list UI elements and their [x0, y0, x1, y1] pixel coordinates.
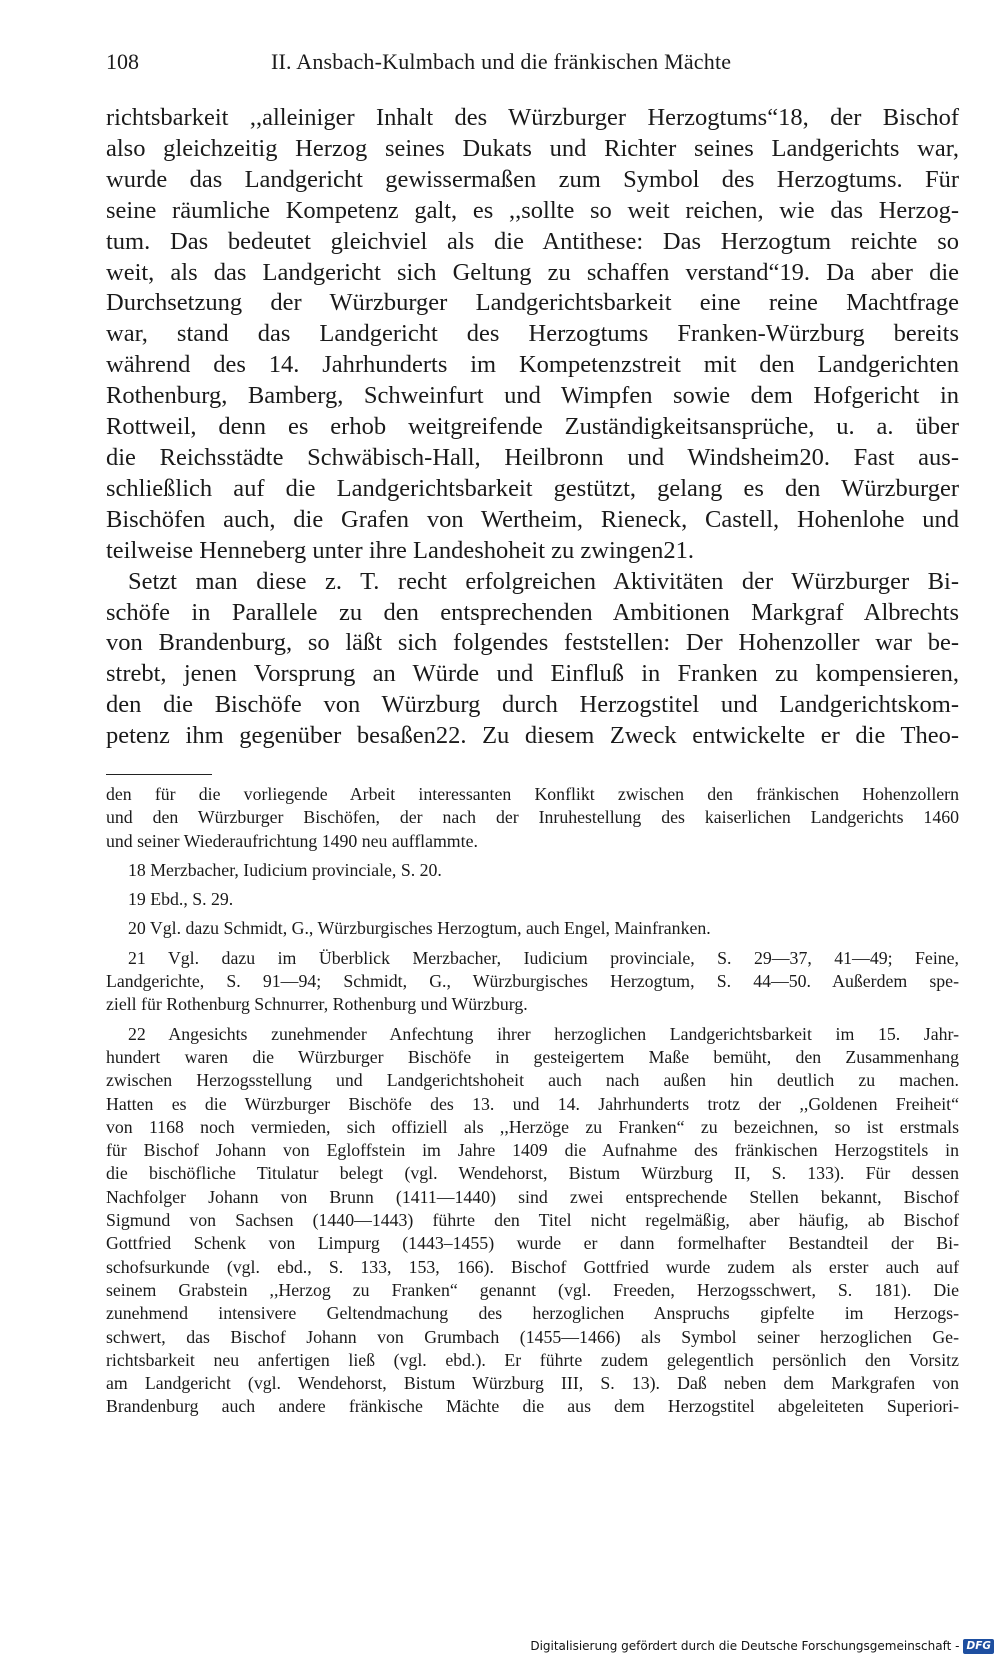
- text-line: während des 14. Jahrhunderts im Kompetenzstreit mit den Landgerichten: [106, 351, 959, 379]
- footnote-line: von 1168 noch vermieden, sich offiziell als ,,Herzöge zu Franken“ zu bezeichnen, so ist erstmals: [106, 1116, 959, 1137]
- text-line: schöfe in Parallele zu den entsprechenden Ambitionen Markgraf Albrechts: [106, 598, 959, 626]
- footnote-line: Gottfried Schenk von Limpurg (1443–1455) wurde er dann formelhafter Bestandteil der Bi-: [106, 1233, 959, 1254]
- text-line: schließlich auf die Landgerichtsbarkeit gestützt, gelang es den Würzburger: [106, 474, 959, 502]
- footnote-21: 21 Vgl. dazu im Überblick Merzbacher, Iudicium provinciale, S. 29—37, 41—49; Feine,: [128, 947, 959, 968]
- footnote-line: ziell für Rothenburg Schnurrer, Rothenburg und Würzburg.: [106, 994, 528, 1015]
- text-line: Rothenburg, Bamberg, Schweinfurt und Wimpfen sowie dem Hofgericht in: [106, 382, 959, 410]
- text-line: war, stand das Landgericht des Herzogtums Franken-Würzburg bereits: [106, 320, 959, 348]
- footnote-line: Hatten es die Würzburger Bischöfe des 13. und 14. Jahrhunderts trotz der ,,Goldenen Freiheit“: [106, 1093, 959, 1114]
- footnote-line: zunehmend intensivere Geltendmachung des herzoglichen Anspruchs gipfelte im Herzogs-: [106, 1303, 959, 1324]
- footnote-line: für Bischof Johann von Egloffstein im Jahre 1409 die Aufnahme des fränkischen Herzogstitels in: [106, 1140, 959, 1161]
- text-line: teilweise Henneberg unter ihre Landeshoheit zu zwingen21.: [106, 536, 695, 564]
- text-line: Rottweil, denn es erhob weitgreifende Zuständigkeitsansprüche, u. a. über: [106, 413, 959, 441]
- footnote-line: Sigmund von Sachsen (1440—1443) führte den Titel nicht regelmäßig, aber häufig, ab Bischof: [106, 1210, 959, 1231]
- text-line: also gleichzeitig Herzog seines Dukats und Richter seines Landgerichts war,: [106, 134, 959, 162]
- text-line: weit, als das Landgericht sich Geltung zu schaffen verstand“19. Da aber die: [106, 258, 959, 286]
- footnote-line: zwischen Herzogsstellung und Landgerichtshoheit auch nach außen hin deutlich zu machen.: [106, 1070, 959, 1091]
- text-line: wurde das Landgericht gewissermaßen zum Symbol des Herzogtums. Für: [106, 165, 959, 193]
- footnote-line: am Landgericht (vgl. Wendehorst, Bistum Würzburg III, S. 13). Daß neben dem Markgrafen von: [106, 1373, 959, 1394]
- text-line: richtsbarkeit ,,alleiniger Inhalt des Würzburger Herzogtums“18, der Bischof: [106, 104, 959, 131]
- footnote-18: 18 Merzbacher, Iudicium provinciale, S. 20.: [128, 859, 442, 880]
- text-line: Durchsetzung der Würzburger Landgerichtsbarkeit eine reine Machtfrage: [106, 289, 959, 317]
- text-line: seine räumliche Kompetenz galt, es ,,sollte so weit reichen, wie das Herzog-: [106, 196, 959, 224]
- footnotes: [106, 783, 959, 1419]
- footnote-separator: [106, 774, 212, 775]
- running-title: II. Ansbach-Kulmbach und die fränkischen Mächte: [271, 49, 732, 74]
- footnote-line: Brandenburg auch andere fränkische Mächte die aus dem Herzogstitel abgeleiteten Superiori-: [106, 1396, 959, 1417]
- credit-text: Digitalisierung gefördert durch die Deutsche Forschungsgemeinschaft -: [530, 1639, 960, 1653]
- footnote-line: schofsurkunde (vgl. ebd., S. 133, 153, 166). Bischof Gottfried wurde zudem als erster auch auf: [106, 1256, 959, 1277]
- text-line: Setzt man diese z. T. recht erfolgreichen Aktivitäten der Würzburger Bi-: [128, 567, 959, 595]
- text-line: strebt, jenen Vorsprung an Würde und Einfluß in Franken zu kompensieren,: [106, 660, 959, 688]
- text-line: die Reichsstädte Schwäbisch-Hall, Heilbronn und Windsheim20. Fast aus-: [106, 443, 959, 471]
- footnote-line: richtsbarkeit neu anfertigen ließ (vgl. ebd.). Er führte zudem gelegentlich persönlich den Vorsitz: [106, 1349, 959, 1370]
- footnote-line: und seiner Wiederaufrichtung 1490 neu aufflammte.: [106, 830, 478, 851]
- text-line: von Brandenburg, so läßt sich folgendes feststellen: Der Hohenzoller war be-: [106, 629, 959, 657]
- dfg-logo: DFG: [963, 1639, 994, 1654]
- footnote-line: hundert waren die Würzburger Bischöfe in gesteigertem Maße bemüht, den Zusammenhang: [106, 1046, 959, 1067]
- digitization-credit: [530, 1637, 994, 1655]
- footnote-19: 19 Ebd., S. 29.: [128, 889, 234, 910]
- running-header: [106, 46, 906, 78]
- page-number: 108: [106, 49, 139, 74]
- text-line: tum. Das bedeutet gleichviel als die Antithese: Das Herzogtum reichte so: [106, 227, 959, 255]
- footnote-line: den für die vorliegende Arbeit interessanten Konflikt zwischen den fränkischen Hohenzollern: [106, 784, 959, 804]
- footnote-20: 20 Vgl. dazu Schmidt, G., Würzburgisches Herzogtum, auch Engel, Mainfranken.: [128, 918, 711, 939]
- footnote-22: 22 Angesichts zunehmender Anfechtung ihrer herzoglichen Landgerichtsbarkeit im 15. Jahr-: [128, 1023, 959, 1044]
- footnote-line: und den Würzburger Bischöfen, der nach der Inruhestellung des kaiserlichen Landgerichts 1460: [106, 807, 959, 828]
- footnote-line: schwert, das Bischof Johann von Grumbach (1455—1466) als Symbol seiner herzoglichen Ge-: [106, 1326, 959, 1347]
- footnote-line: seinem Grabstein ,,Herzog zu Franken“ genannt (vgl. Freeden, Herzogsschwert, S. 181). Die: [106, 1279, 959, 1300]
- footnote-line: Nachfolger Johann von Brunn (1411—1440) sind zwei entsprechende Stellen bekannt, Bischof: [106, 1186, 959, 1207]
- text-line: petenz ihm gegenüber besaßen22. Zu diesem Zweck entwickelte er die Theo-: [106, 722, 959, 750]
- text-line: den die Bischöfe von Würzburg durch Herzogstitel und Landgerichtskom-: [106, 691, 959, 719]
- main-text: [106, 103, 959, 752]
- footnote-line: die bischöfliche Titulatur belegt (vgl. Wendehorst, Bistum Würzburg II, S. 133). Für dessen: [106, 1163, 959, 1184]
- footnote-line: Landgerichte, S. 91—94; Schmidt, G., Würzburgisches Herzogtum, S. 44—50. Außerdem spe-: [106, 971, 959, 992]
- text-line: Bischöfen auch, die Grafen von Wertheim, Rieneck, Castell, Hohenlohe und: [106, 505, 959, 533]
